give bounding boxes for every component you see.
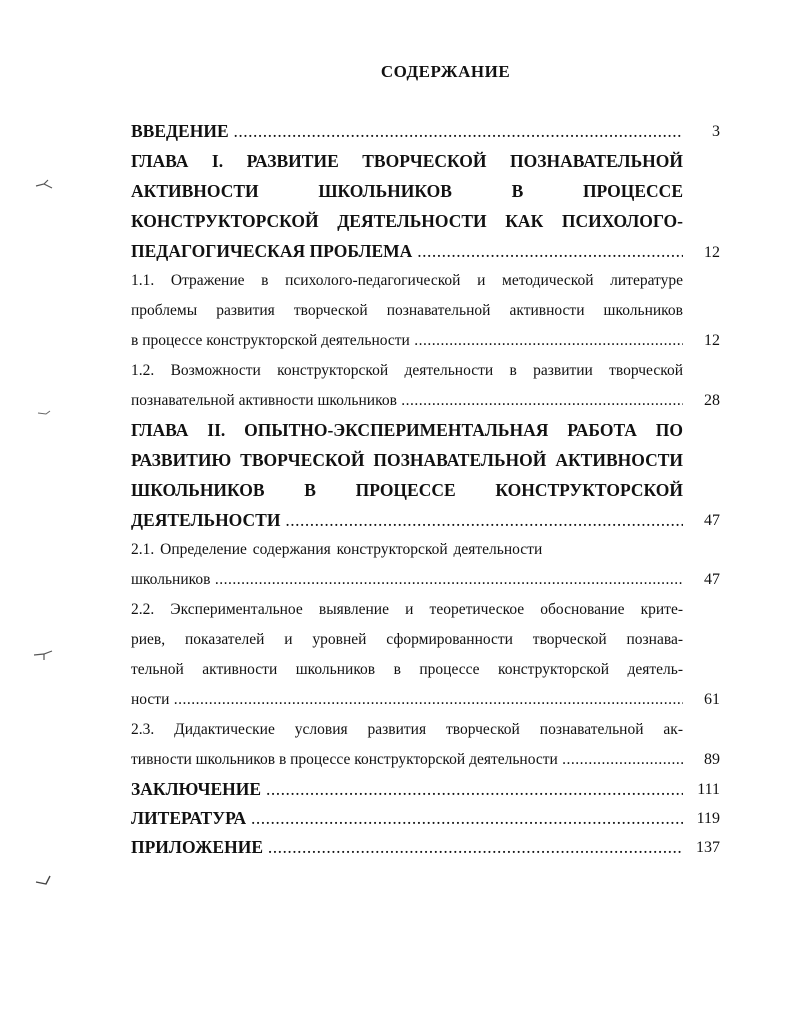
toc-literature-page: 119 <box>696 810 720 827</box>
toc-ch1-line2: АКТИВНОСТИ ШКОЛЬНИКОВ В ПРОЦЕССЕ <box>131 181 683 201</box>
toc-s21-line1: 2.1. Определение содержания конструкторской деятельности <box>131 541 543 558</box>
toc-s23-line1: 2.3. Дидактические условия развития творческой познавательной ак- <box>131 721 683 738</box>
toc-ch2-line4: ДЕЯТЕЛЬНОСТИ ..... <box>131 510 683 532</box>
toc-s22-line2: риев, показателей и уровней сформированности творческой познава- <box>131 631 683 648</box>
toc-s22-line1: 2.2. Экспериментальное выявление и теоретическое обоснование крите- <box>131 601 683 618</box>
toc-s12-line2: познавательной активности школьников ..... <box>131 391 683 413</box>
toc-ch2-line2: РАЗВИТИЮ ТВОРЧЕСКОЙ ПОЗНАВАТЕЛЬНОЙ АКТИВНОСТИ <box>131 450 683 470</box>
toc-ch2-line1: ГЛАВА II. ОПЫТНО-ЭКСПЕРИМЕНТАЛЬНАЯ РАБОТА ПО <box>131 420 683 440</box>
binding-mark-2 <box>34 406 56 420</box>
toc-ch1-line4: ПЕДАГОГИЧЕСКАЯ ПРОБЛЕМА ..... <box>131 241 683 263</box>
toc-s22-page: 61 <box>704 691 720 708</box>
toc-s23-line2: тивности школьников в процессе конструкторской деятельности ..... <box>131 750 683 772</box>
toc-s11-line3: в процессе конструкторской деятельности ..... <box>131 331 683 353</box>
toc-intro-page: 3 <box>712 123 720 140</box>
binding-mark-4 <box>34 872 56 892</box>
toc-conclusion-label: ЗАКЛЮЧЕНИЕ ..... <box>131 779 683 801</box>
toc-s21-page: 47 <box>704 571 720 588</box>
toc-conclusion-page: 111 <box>697 781 720 798</box>
toc-s11-line2: проблемы развития творческой познавательной активности школьников <box>131 302 683 319</box>
toc-s23-page: 89 <box>704 751 720 768</box>
binding-mark-1 <box>34 176 56 192</box>
toc-s22-line3: тельной активности школьников в процессе конструкторской деятель- <box>131 661 683 678</box>
toc-s12-line1: 1.2. Возможности конструкторской деятельности в развитии творческой <box>131 362 683 379</box>
toc-appendix-page: 137 <box>696 839 720 856</box>
toc-ch1-line1: ГЛАВА I. РАЗВИТИЕ ТВОРЧЕСКОЙ ПОЗНАВАТЕЛЬНОЙ <box>131 151 683 171</box>
toc-s11-line1: 1.1. Отражение в психолого-педагогической и методической литературе <box>131 272 683 289</box>
binding-mark-3 <box>32 645 56 663</box>
toc-s21-line2: школьников ..... <box>131 570 683 592</box>
toc-s12-page: 28 <box>704 392 720 409</box>
toc-appendix-label: ПРИЛОЖЕНИЕ ..... <box>131 837 683 859</box>
toc-ch2-line3: ШКОЛЬНИКОВ В ПРОЦЕССЕ КОНСТРУКТОРСКОЙ <box>131 480 683 500</box>
toc-ch1-line3: КОНСТРУКТОРСКОЙ ДЕЯТЕЛЬНОСТИ КАК ПСИХОЛОГО- <box>131 211 683 231</box>
toc-s11-page: 12 <box>704 332 720 349</box>
page-title: СОДЕРЖАНИЕ <box>380 62 511 81</box>
toc-s22-line4: ности ..... <box>131 690 683 712</box>
toc-ch2-page: 47 <box>704 512 720 529</box>
toc-intro-label: ВВЕДЕНИЕ ..... <box>131 121 683 143</box>
toc-literature-label: ЛИТЕРАТУРА ..... <box>131 808 683 830</box>
toc-ch1-page: 12 <box>704 244 720 261</box>
